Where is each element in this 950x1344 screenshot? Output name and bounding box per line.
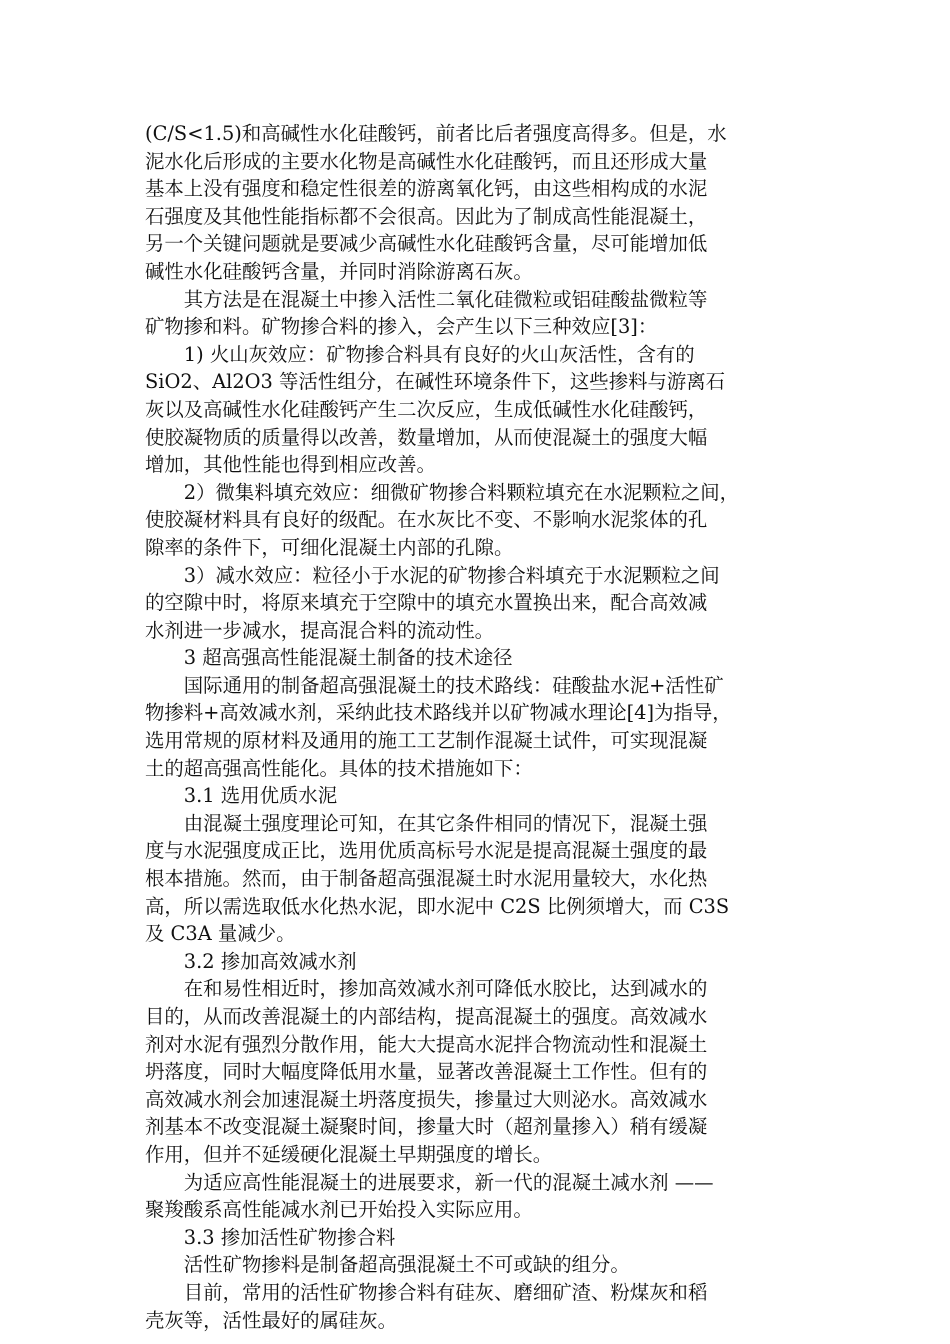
paragraph [145, 810, 817, 948]
paragraph [145, 975, 817, 1168]
text-line: 目前，常用的活性矿物掺合料有硅灰、磨细矿渣、粉煤灰和稻 [183, 1280, 708, 1304]
paragraph [145, 286, 817, 341]
text-line: 国际通用的制备超高强混凝土的技术路线：硅酸盐水泥+活性矿 [183, 673, 724, 697]
text-line: 3.3 掺加活性矿物掺合料 [183, 1225, 396, 1249]
paragraph [145, 948, 817, 976]
text-line: 1) 火山灰效应：矿物掺合料具有良好的火山灰活性，含有的 [183, 342, 695, 366]
paragraph [145, 562, 817, 645]
paragraph [145, 1169, 817, 1224]
text-line: 物掺料+高效减水剂，采纳此技术路线并以矿物减水理论[4]为指导， [145, 701, 732, 725]
text-line: 3）减水效应：粒径小于水泥的矿物掺合料填充于水泥颗粒之间 [183, 563, 720, 587]
text-line: 矿物掺和料。矿物掺合料的掺入，会产生以下三种效应[3]： [145, 315, 658, 339]
text-line: 度与水泥强度成正比，选用优质高标号水泥是提高混凝土强度的最 [145, 839, 708, 863]
text-line: 使胶凝材料具有良好的级配。在水灰比不变、不影响水泥浆体的孔 [145, 508, 708, 532]
text-line: 由混凝土强度理论可知，在其它条件相同的情况下，混凝土强 [183, 811, 708, 835]
text-line: 高，所以需选取低水化热水泥，即水泥中 C2S 比例须增大，而 C3S [145, 894, 730, 918]
paragraph [145, 782, 817, 810]
text-line: 2）微集料填充效应：细微矿物掺合料颗粒填充在水泥颗粒之间， [183, 480, 740, 504]
text-line: 基本上没有强度和稳定性很差的游离氧化钙，由这些相构成的水泥 [145, 177, 708, 201]
text-line: 碱性水化硅酸钙含量，并同时消除游离石灰。 [145, 259, 533, 283]
paragraph [145, 1279, 817, 1334]
text-line: 灰以及高碱性水化硅酸钙产生二次反应，生成低碱性水化硅酸钙， [145, 397, 708, 421]
text-line: (C/S<1.5)和高碱性水化硅酸钙，前者比后者强度高得多。但是，水 [145, 122, 727, 145]
paragraph [145, 120, 817, 286]
text-line: 选用常规的原材料及通用的施工工艺制作混凝土试件，可实现混凝 [145, 729, 708, 753]
paragraph [145, 1251, 817, 1279]
text-line: 隙率的条件下，可细化混凝土内部的孔隙。 [145, 535, 514, 559]
text-line: 剂对水泥有强烈分散作用，能大大提高水泥拌合物流动性和混凝土 [145, 1032, 708, 1056]
text-line: 聚羧酸系高性能减水剂已开始投入实际应用。 [145, 1198, 533, 1222]
text-line: 增加，其他性能也得到相应改善。 [145, 453, 436, 477]
text-line: 3.1 选用优质水泥 [183, 784, 338, 808]
paragraph [145, 479, 817, 562]
text-line: 目的，从而改善混凝土的内部结构，提高混凝土的强度。高效减水 [145, 1005, 708, 1028]
text-line: 高效减水剂会加速混凝土坍落度损失，掺量过大则泌水。高效减水 [145, 1087, 708, 1111]
text-line: 活性矿物掺料是制备超高强混凝土不可或缺的组分。 [183, 1253, 630, 1277]
text-line: SiO2、Al2O3 等活性组分，在碱性环境条件下，这些掺料与游离石 [145, 370, 726, 394]
document-body [145, 120, 817, 1334]
text-line: 土的超高强高性能化。具体的技术措施如下： [145, 756, 533, 780]
text-line: 使胶凝物质的质量得以改善，数量增加，从而使混凝土的强度大幅 [145, 425, 708, 449]
text-line: 的空隙中时，将原来填充于空隙中的填充水置换出来，配合高效减 [145, 591, 708, 615]
text-line: 在和易性相近时，掺加高效减水剂可降低水胶比，达到减水的 [183, 977, 708, 1001]
text-line: 及 C3A 量减少。 [145, 922, 296, 946]
text-line: 壳灰等，活性最好的属硅灰。 [145, 1308, 398, 1332]
text-line: 根本措施。然而，由于制备超高强混凝土时水泥用量较大，水化热 [145, 867, 708, 891]
text-line: 石强度及其他性能指标都不会很高。因此为了制成高性能混凝土， [145, 204, 708, 228]
text-line: 泥水化后形成的主要水化物是高碱性水化硅酸钙，而且还形成大量 [145, 149, 708, 173]
text-line: 剂基本不改变混凝土凝聚时间，掺量大时（超剂量掺入）稍有缓凝 [145, 1115, 708, 1139]
paragraph [145, 644, 817, 672]
text-line: 其方法是在混凝土中掺入活性二氧化硅微粒或铝硅酸盐微粒等 [183, 287, 708, 311]
paragraph [145, 672, 817, 782]
paragraph [145, 341, 817, 479]
text-line: 水剂进一步减水，提高混合料的流动性。 [145, 618, 495, 642]
text-line: 为适应高性能混凝土的进展要求，新一代的混凝土减水剂 —— [183, 1170, 714, 1194]
text-line: 另一个关键问题就是要减少高碱性水化硅酸钙含量，尽可能增加低 [145, 232, 708, 256]
text-line: 坍落度，同时大幅度降低用水量，显著改善混凝土工作性。但有的 [145, 1060, 708, 1084]
text-line: 作用，但并不延缓硬化混凝土早期强度的增长。 [145, 1142, 553, 1166]
text-line: 3.2 掺加高效减水剂 [183, 949, 357, 973]
paragraph [145, 1224, 817, 1252]
text-line: 3 超高强高性能混凝土制备的技术途径 [183, 646, 513, 670]
